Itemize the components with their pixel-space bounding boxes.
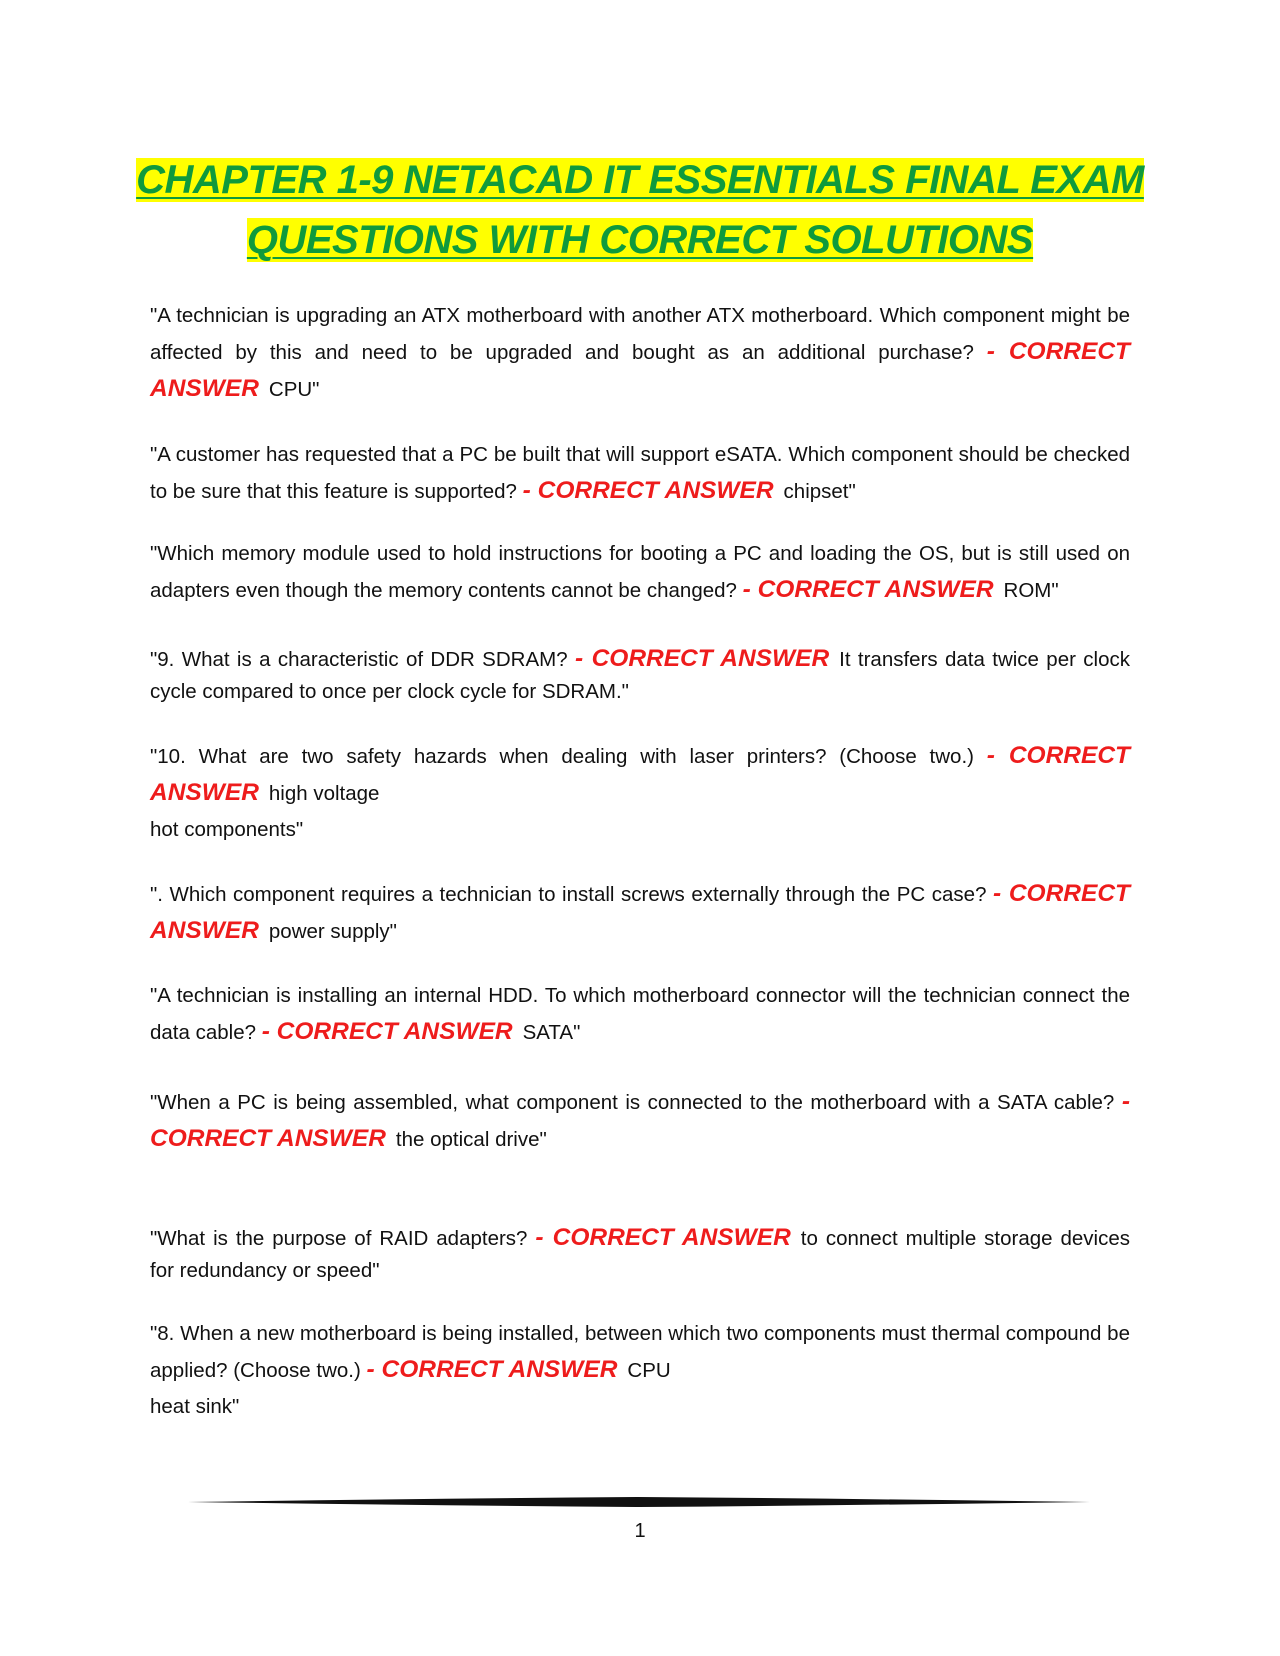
correct-answer-label: - CORRECT ANSWER bbox=[261, 1018, 513, 1045]
correct-answer-label: - CORRECT ANSWER bbox=[150, 1088, 1130, 1152]
title-line-2: QUESTIONS WITH CORRECT SOLUTIONS bbox=[246, 218, 1034, 262]
qa-item-5 bbox=[150, 738, 1130, 848]
qa-item-6 bbox=[150, 876, 1130, 950]
question-text: "10. What are two safety hazards when dealing with laser printers? (Choose two.) bbox=[150, 745, 974, 768]
correct-answer-label: - CORRECT ANSWER bbox=[742, 576, 994, 603]
question-text: ". Which component requires a technician to install screws externally through the PC case? bbox=[150, 883, 987, 906]
answer-text: power supply" bbox=[268, 920, 397, 943]
correct-answer-label: - CORRECT ANSWER bbox=[366, 1356, 618, 1383]
answer-text: chipset" bbox=[783, 480, 856, 503]
answer-text: SATA" bbox=[522, 1021, 581, 1044]
qa-item-2 bbox=[150, 437, 1130, 510]
qa-item-9 bbox=[150, 1222, 1130, 1287]
qa-item-3 bbox=[150, 536, 1130, 609]
answer-text: to connect multiple storage devices for redundancy or speed" bbox=[150, 1227, 1131, 1282]
correct-answer-label: - CORRECT ANSWER bbox=[574, 645, 830, 672]
qa-item-4 bbox=[150, 643, 1130, 708]
answer-text: ROM" bbox=[1003, 579, 1059, 602]
answer-text-line-2: heat sink" bbox=[150, 1395, 240, 1418]
correct-answer-label: - CORRECT ANSWER bbox=[535, 1224, 791, 1251]
correct-answer-label: - CORRECT ANSWER bbox=[522, 477, 774, 504]
answer-text: CPU bbox=[627, 1359, 671, 1382]
answer-text: high voltage bbox=[268, 782, 380, 805]
qa-item-1 bbox=[150, 298, 1130, 408]
qa-item-7 bbox=[150, 978, 1130, 1051]
question-text: "What is the purpose of RAID adapters? bbox=[150, 1227, 528, 1250]
question-text: "A customer has requested that a PC be built that will support eSATA. Which component should be checked to be sure that this feature is supported? bbox=[150, 443, 1130, 503]
page-number: 1 bbox=[634, 1520, 646, 1542]
title-line-1: CHAPTER 1-9 NETACAD IT ESSENTIALS FINAL EXAM bbox=[136, 158, 1144, 202]
document-title bbox=[120, 150, 1160, 270]
question-text: "When a PC is being assembled, what component is connected to the motherboard with a SATA cable? bbox=[150, 1091, 1115, 1114]
qa-item-10 bbox=[150, 1316, 1130, 1425]
answer-text-line-2: hot components" bbox=[150, 818, 304, 841]
question-text: "9. What is a characteristic of DDR SDRAM? bbox=[150, 648, 568, 671]
correct-answer-label: - CORRECT ANSWER bbox=[150, 880, 1131, 944]
answer-text: It transfers data twice per clock cycle compared to once per clock cycle for SDRAM." bbox=[150, 648, 1130, 703]
question-text: "8. When a new motherboard is being installed, between which two components must thermal compound be applied? (Choose two.) bbox=[150, 1322, 1130, 1382]
qa-item-8 bbox=[150, 1084, 1130, 1158]
question-text: "Which memory module used to hold instructions for booting a PC and loading the OS, but is still used on adapters even though the memory contents cannot be changed? bbox=[150, 542, 1130, 602]
answer-text: CPU" bbox=[268, 378, 320, 401]
correct-answer-label: - CORRECT ANSWER bbox=[150, 742, 1130, 806]
question-text: "A technician is upgrading an ATX motherboard with another ATX motherboard. Which component might be affected by this and need to be upgraded and bought as an additional purchase? bbox=[150, 304, 1130, 364]
answer-text: the optical drive" bbox=[395, 1128, 547, 1151]
correct-answer-label: - CORRECT ANSWER bbox=[150, 338, 1130, 402]
question-text: "A technician is installing an internal HDD. To which motherboard connector will the technician connect the data cable? bbox=[150, 984, 1130, 1044]
footer-divider bbox=[188, 1495, 1090, 1509]
